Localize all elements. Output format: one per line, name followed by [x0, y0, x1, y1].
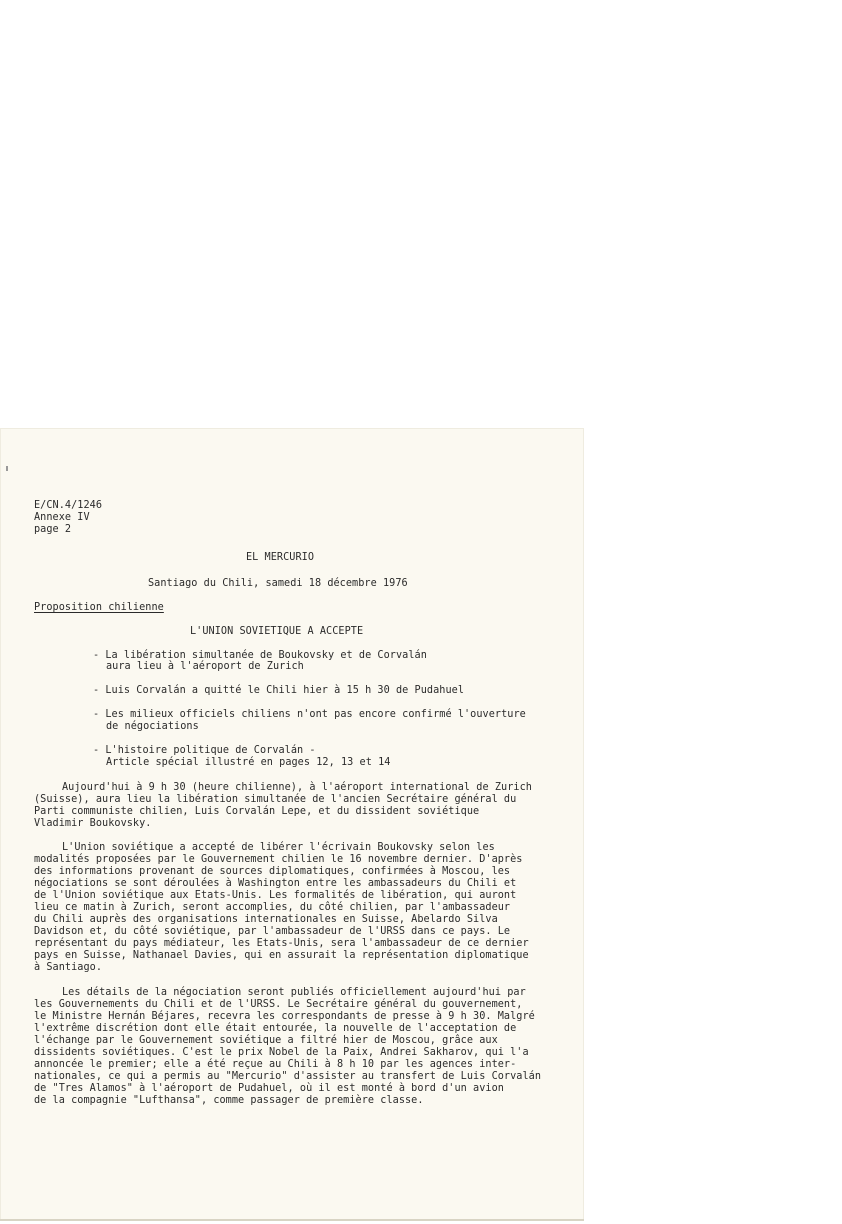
paragraph-line: pays en Suisse, Nathanael Davies, qui en assurait la représentation diplomatique: [34, 950, 529, 961]
paragraph-line: lieu ce matin à Zurich, seront accomplies, du côté chilien, par l'ambassadeur: [34, 902, 511, 913]
paragraph-line: les Gouvernements du Chili et de l'URSS. Le Secrétaire général du gouvernement,: [34, 999, 523, 1010]
paragraph-line: Aujourd'hui à 9 h 30 (heure chilienne), à l'aéroport international de Zurich: [62, 782, 532, 793]
bullet-line: - Les milieux officiels chiliens n'ont pas encore confirmé l'ouverture: [93, 709, 526, 720]
paragraph-line: le Ministre Hernán Béjares, recevra les correspondants de presse à 9 h 30. Malgré: [34, 1011, 535, 1022]
bullet-line: - La libération simultanée de Boukovsky et de Corvalán: [93, 650, 427, 661]
document-reference: E/CN.4/1246: [34, 500, 103, 511]
paragraph-line: L'Union soviétique a accepté de libérer l'écrivain Boukovsky selon les: [62, 842, 495, 853]
paragraph-line: modalités proposées par le Gouvernement chilien le 16 novembre dernier. D'après: [34, 854, 523, 865]
paragraph-line: Davidson et, du côté soviétique, par l'ambassadeur de l'URSS dans ce pays. Le: [34, 926, 511, 937]
paragraph-line: l'échange par le Gouvernement soviétique a filtré hier de Moscou, grâce aux: [34, 1035, 498, 1046]
paragraph-line: à Santiago.: [34, 962, 103, 973]
paragraph-line: Vladimir Boukovsky.: [34, 818, 152, 829]
newspaper-name: EL MERCURIO: [246, 552, 315, 563]
paragraph-line: l'extrême discrétion dont elle était entourée, la nouvelle de l'acceptation de: [34, 1023, 517, 1034]
paragraph-line: négociations se sont déroulées à Washington entre les ambassadeurs du Chili et: [34, 878, 517, 889]
paragraph-line: représentant du pays médiateur, les Etats-Unis, sera l'ambassadeur de ce dernier: [34, 938, 529, 949]
paragraph-line: dissidents soviétiques. C'est le prix Nobel de la Paix, Andrei Sakharov, qui l'a: [34, 1047, 529, 1058]
paragraph-line: (Suisse), aura lieu la libération simultanée de l'ancien Secrétaire général du: [34, 794, 517, 805]
headline: L'UNION SOVIETIQUE A ACCEPTE: [190, 626, 364, 637]
paragraph-line: de la compagnie "Lufthansa", comme passager de première classe.: [34, 1095, 424, 1106]
paragraph-line: nationales, ce qui a permis au "Mercurio" d'assister au transfert de Luis Corvalán: [34, 1071, 542, 1082]
annex-label: Annexe IV: [34, 512, 90, 523]
bullet-line: aura lieu à l'aéroport de Zurich: [106, 661, 304, 672]
page-number: page 2: [34, 524, 72, 535]
section-label: Proposition chilienne: [34, 602, 164, 613]
paragraph-line: de "Tres Alamos" à l'aéroport de Pudahuel, où il est monté à bord d'un avion: [34, 1083, 504, 1094]
page-bottom-edge: [0, 1219, 584, 1221]
paragraph-line: annoncée le premier; elle a été reçue au Chili à 8 h 10 par les agences inter-: [34, 1059, 517, 1070]
paragraph-line: de l'Union soviétique aux Etats-Unis. Les formalités de libération, qui auront: [34, 890, 517, 901]
paragraph-line: Les détails de la négociation seront publiés officiellement aujourd'hui par: [62, 987, 526, 998]
bullet-line: Article spécial illustré en pages 12, 13 et 14: [106, 757, 391, 768]
bullet-line: de négociations: [106, 721, 199, 732]
paragraph-line: Parti communiste chilien, Luis Corvalán Lepe, et du dissident soviétique: [34, 806, 480, 817]
paragraph-line: du Chili auprès des organisations internationales en Suisse, Abelardo Silva: [34, 914, 498, 925]
scan-mark: [6, 466, 8, 471]
dateline: Santiago du Chili, samedi 18 décembre 1976: [148, 578, 408, 589]
paragraph-line: des informations provenant de sources diplomatiques, confirmées à Moscou, les: [34, 866, 511, 877]
bullet-line: - Luis Corvalán a quitté le Chili hier à 15 h 30 de Pudahuel: [93, 685, 465, 696]
bullet-line: - L'histoire politique de Corvalán -: [93, 745, 316, 756]
